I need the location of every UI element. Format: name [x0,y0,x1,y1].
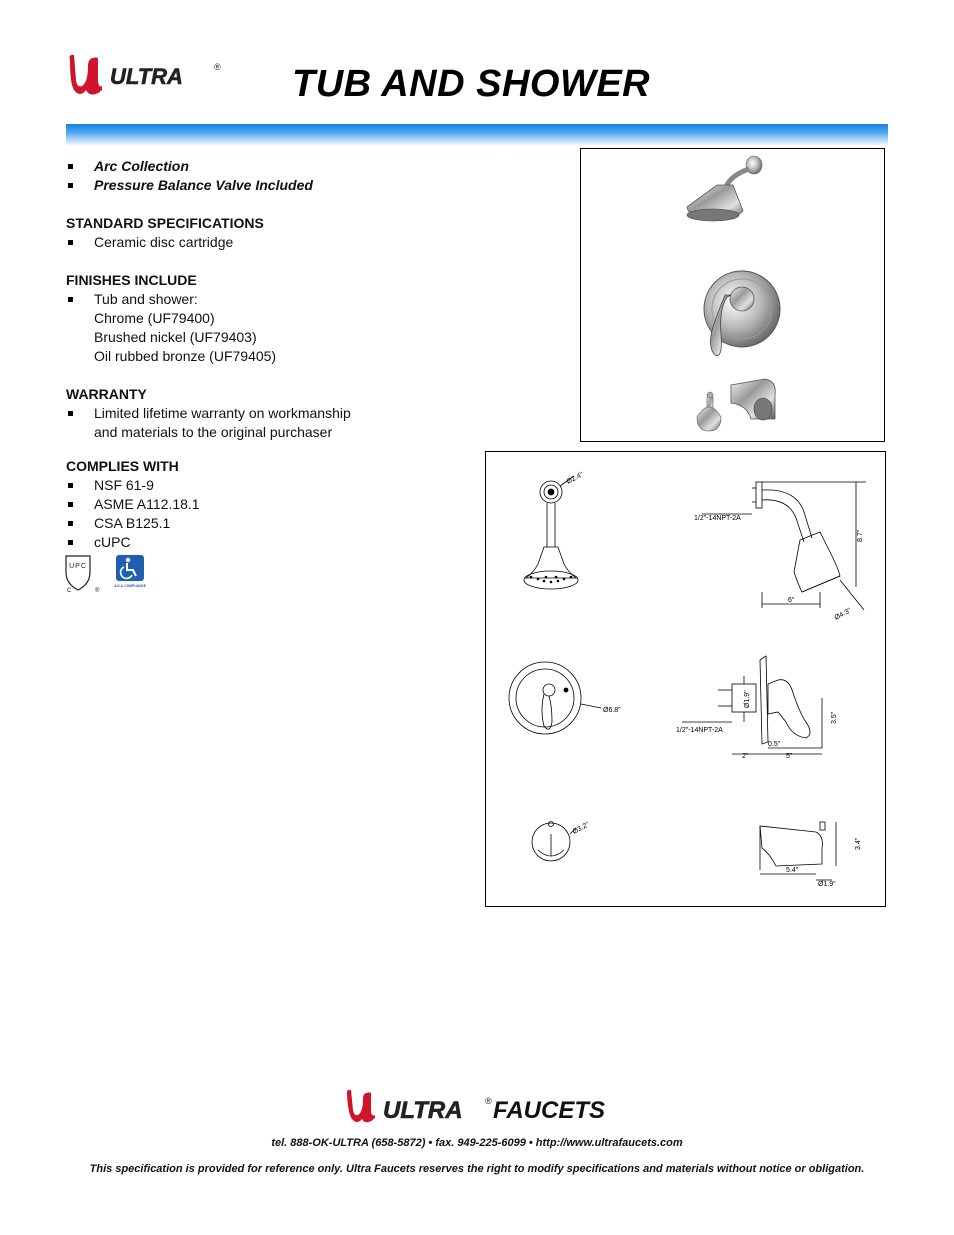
dim-spout-h: 3.4" [855,837,862,850]
highlight-item: Arc Collection [66,157,466,176]
dim-spout-dia: Ø3.2" [571,821,591,836]
svg-text:®: ® [214,62,221,72]
dim-spout-d: Ø1.9" [818,881,836,888]
valve-side-drawing [682,656,822,754]
finishes-heading: FINISHES INCLUDE [66,272,197,288]
spec-list [66,157,466,552]
warranty-item [66,404,466,442]
dim-h: 3.5" [831,711,838,724]
compliance-item: CSA B125.1 [66,514,466,533]
dim-npt-valve: 1/2"-14NPT-2A [676,727,723,734]
dim-height: 8.7" [857,529,864,542]
footer-brand-suffix: FAUCETS [493,1097,606,1124]
compliance-item: cUPC [66,533,466,552]
dim-d5: 5" [786,753,793,760]
dim-spout-len: 5.4" [786,867,799,874]
dim-reach: 6" [788,597,795,604]
footer-brand: ULTRA [383,1097,463,1124]
ultra-wordmark: ULTRA [110,64,183,89]
complies-heading: COMPLIES WITH [66,458,179,474]
finish-intro: Tub and shower: [94,291,198,307]
compliance-item: ASME A112.18.1 [66,495,466,514]
disclaimer: This specification is provided for reference only. Ultra Faucets reserves the right to modify specifications and materials without notice or obligation. [89,1163,865,1175]
dim-face: Ø4.3" [833,607,853,622]
highlight-item: Pressure Balance Valve Included [66,176,466,195]
dim-d05: 0.5" [768,741,781,748]
ultra-logo [66,52,226,100]
valve-plate-front-drawing [509,662,601,734]
spec-item: Ceramic disc cartridge [66,233,466,252]
page-title: TUB AND SHOWER [292,63,651,105]
valve-trim-icon [704,271,780,356]
finish-option: Oil rubbed bronze (UF79405) [94,348,277,364]
technical-drawing [485,451,886,907]
tub-spout-icon [697,379,775,431]
standard-specs-heading: STANDARD SPECIFICATIONS [66,215,264,231]
ada-compliance-icon [114,555,146,588]
warranty-heading: WARRANTY [66,386,147,402]
finish-option: Chrome (UF79400) [94,310,215,326]
svg-text:®: ® [485,1096,492,1106]
spout-front-drawing [532,822,576,862]
upc-shield-icon [66,556,100,594]
upc-r-mark: ® [95,588,100,594]
upc-letters: UPC [69,563,87,570]
contact-info: tel. 888-OK-ULTRA (658-5872) • fax. 949-225-6099 • http://www.ultrafaucets.com [271,1137,683,1149]
dim-valve: Ø1.9" [744,690,751,708]
ada-compliance-label: A.D.A. COMPLIANCE [114,584,146,588]
dim-head-dia: Ø2.4" [565,471,585,486]
shower-head-icon [687,156,762,221]
dim-npt-top: 1/2"-14NPT-2A [694,515,741,522]
shower-arm-side-drawing [702,482,866,610]
ultra-faucets-logo [345,1088,615,1128]
finish-item [66,290,466,366]
shower-head-front-drawing [524,476,578,589]
warranty-line: Limited lifetime warranty on workmanship [94,405,351,421]
compliance-item: NSF 61-9 [66,476,466,495]
warranty-line: and materials to the original purchaser [94,424,333,440]
dim-d2: 2" [742,753,749,760]
header-divider-bar [66,124,888,146]
finish-option: Brushed nickel (UF79403) [94,329,257,345]
upc-c-mark: C [67,588,72,594]
product-photo [580,148,885,442]
dim-plate: Ø6.8" [603,707,621,714]
certification-marks [64,554,154,594]
highlights-list [66,157,466,195]
